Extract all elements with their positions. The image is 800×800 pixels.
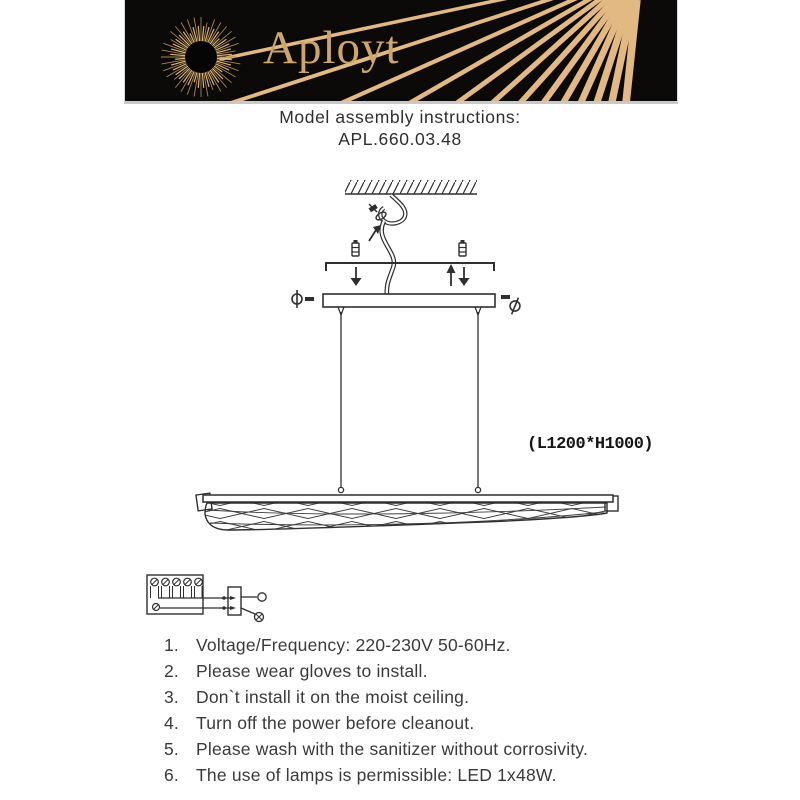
dimension-label: (L1200*H1000) [527, 435, 654, 454]
side-screw-left [292, 290, 314, 308]
ceiling-wire-connection [369, 195, 406, 241]
model-number: APL.660.03.48 [338, 129, 462, 149]
item-text: Turn off the power before cleanout. [196, 713, 475, 733]
terminal-block-diagram [147, 575, 266, 622]
arrow-right-up [447, 264, 456, 286]
suspension-wires [338, 307, 481, 493]
item-number: 3. [164, 687, 179, 707]
item-number: 5. [164, 739, 179, 759]
lamp-top-bar [203, 495, 613, 502]
connector-housing [228, 587, 241, 615]
item-text: Please wash with the sanitizer without corrosivity. [196, 739, 589, 759]
side-screw-right [496, 291, 523, 316]
power-cable [382, 221, 394, 295]
screw-arrow-right-down [459, 267, 470, 286]
instruction-item [164, 684, 588, 710]
instruction-item [164, 710, 588, 736]
instruction-item [164, 658, 588, 684]
wall-anchor-left [352, 240, 359, 256]
lamp-shade [205, 503, 607, 530]
page-title: Model assembly instructions: [279, 107, 521, 127]
wire-terminal-open [258, 593, 266, 601]
brand-name: Aployt [263, 22, 400, 74]
item-number: 2. [164, 661, 179, 681]
item-text: Voltage/Frequency: 220-230V 50-60Hz. [196, 635, 511, 655]
ceiling-symbol [345, 180, 477, 194]
terminal-screws [151, 578, 203, 598]
item-number: 4. [164, 713, 179, 733]
lamp-body [196, 493, 618, 530]
item-number: 1. [164, 635, 179, 655]
screw-arrow-left-down [351, 267, 362, 286]
item-text: Please wear gloves to install. [196, 661, 428, 681]
canopy-plate [323, 294, 495, 307]
item-text: Don`t install it on the moist ceiling. [196, 687, 470, 707]
item-number: 6. [164, 765, 179, 785]
instruction-item [164, 736, 588, 762]
instruction-item [164, 762, 588, 788]
instruction-item [164, 632, 588, 658]
mounting-bracket [326, 263, 494, 271]
wall-anchor-right [459, 240, 466, 256]
item-text: The use of lamps is permissible: LED 1x48W. [196, 765, 557, 785]
instruction-list [164, 632, 588, 788]
